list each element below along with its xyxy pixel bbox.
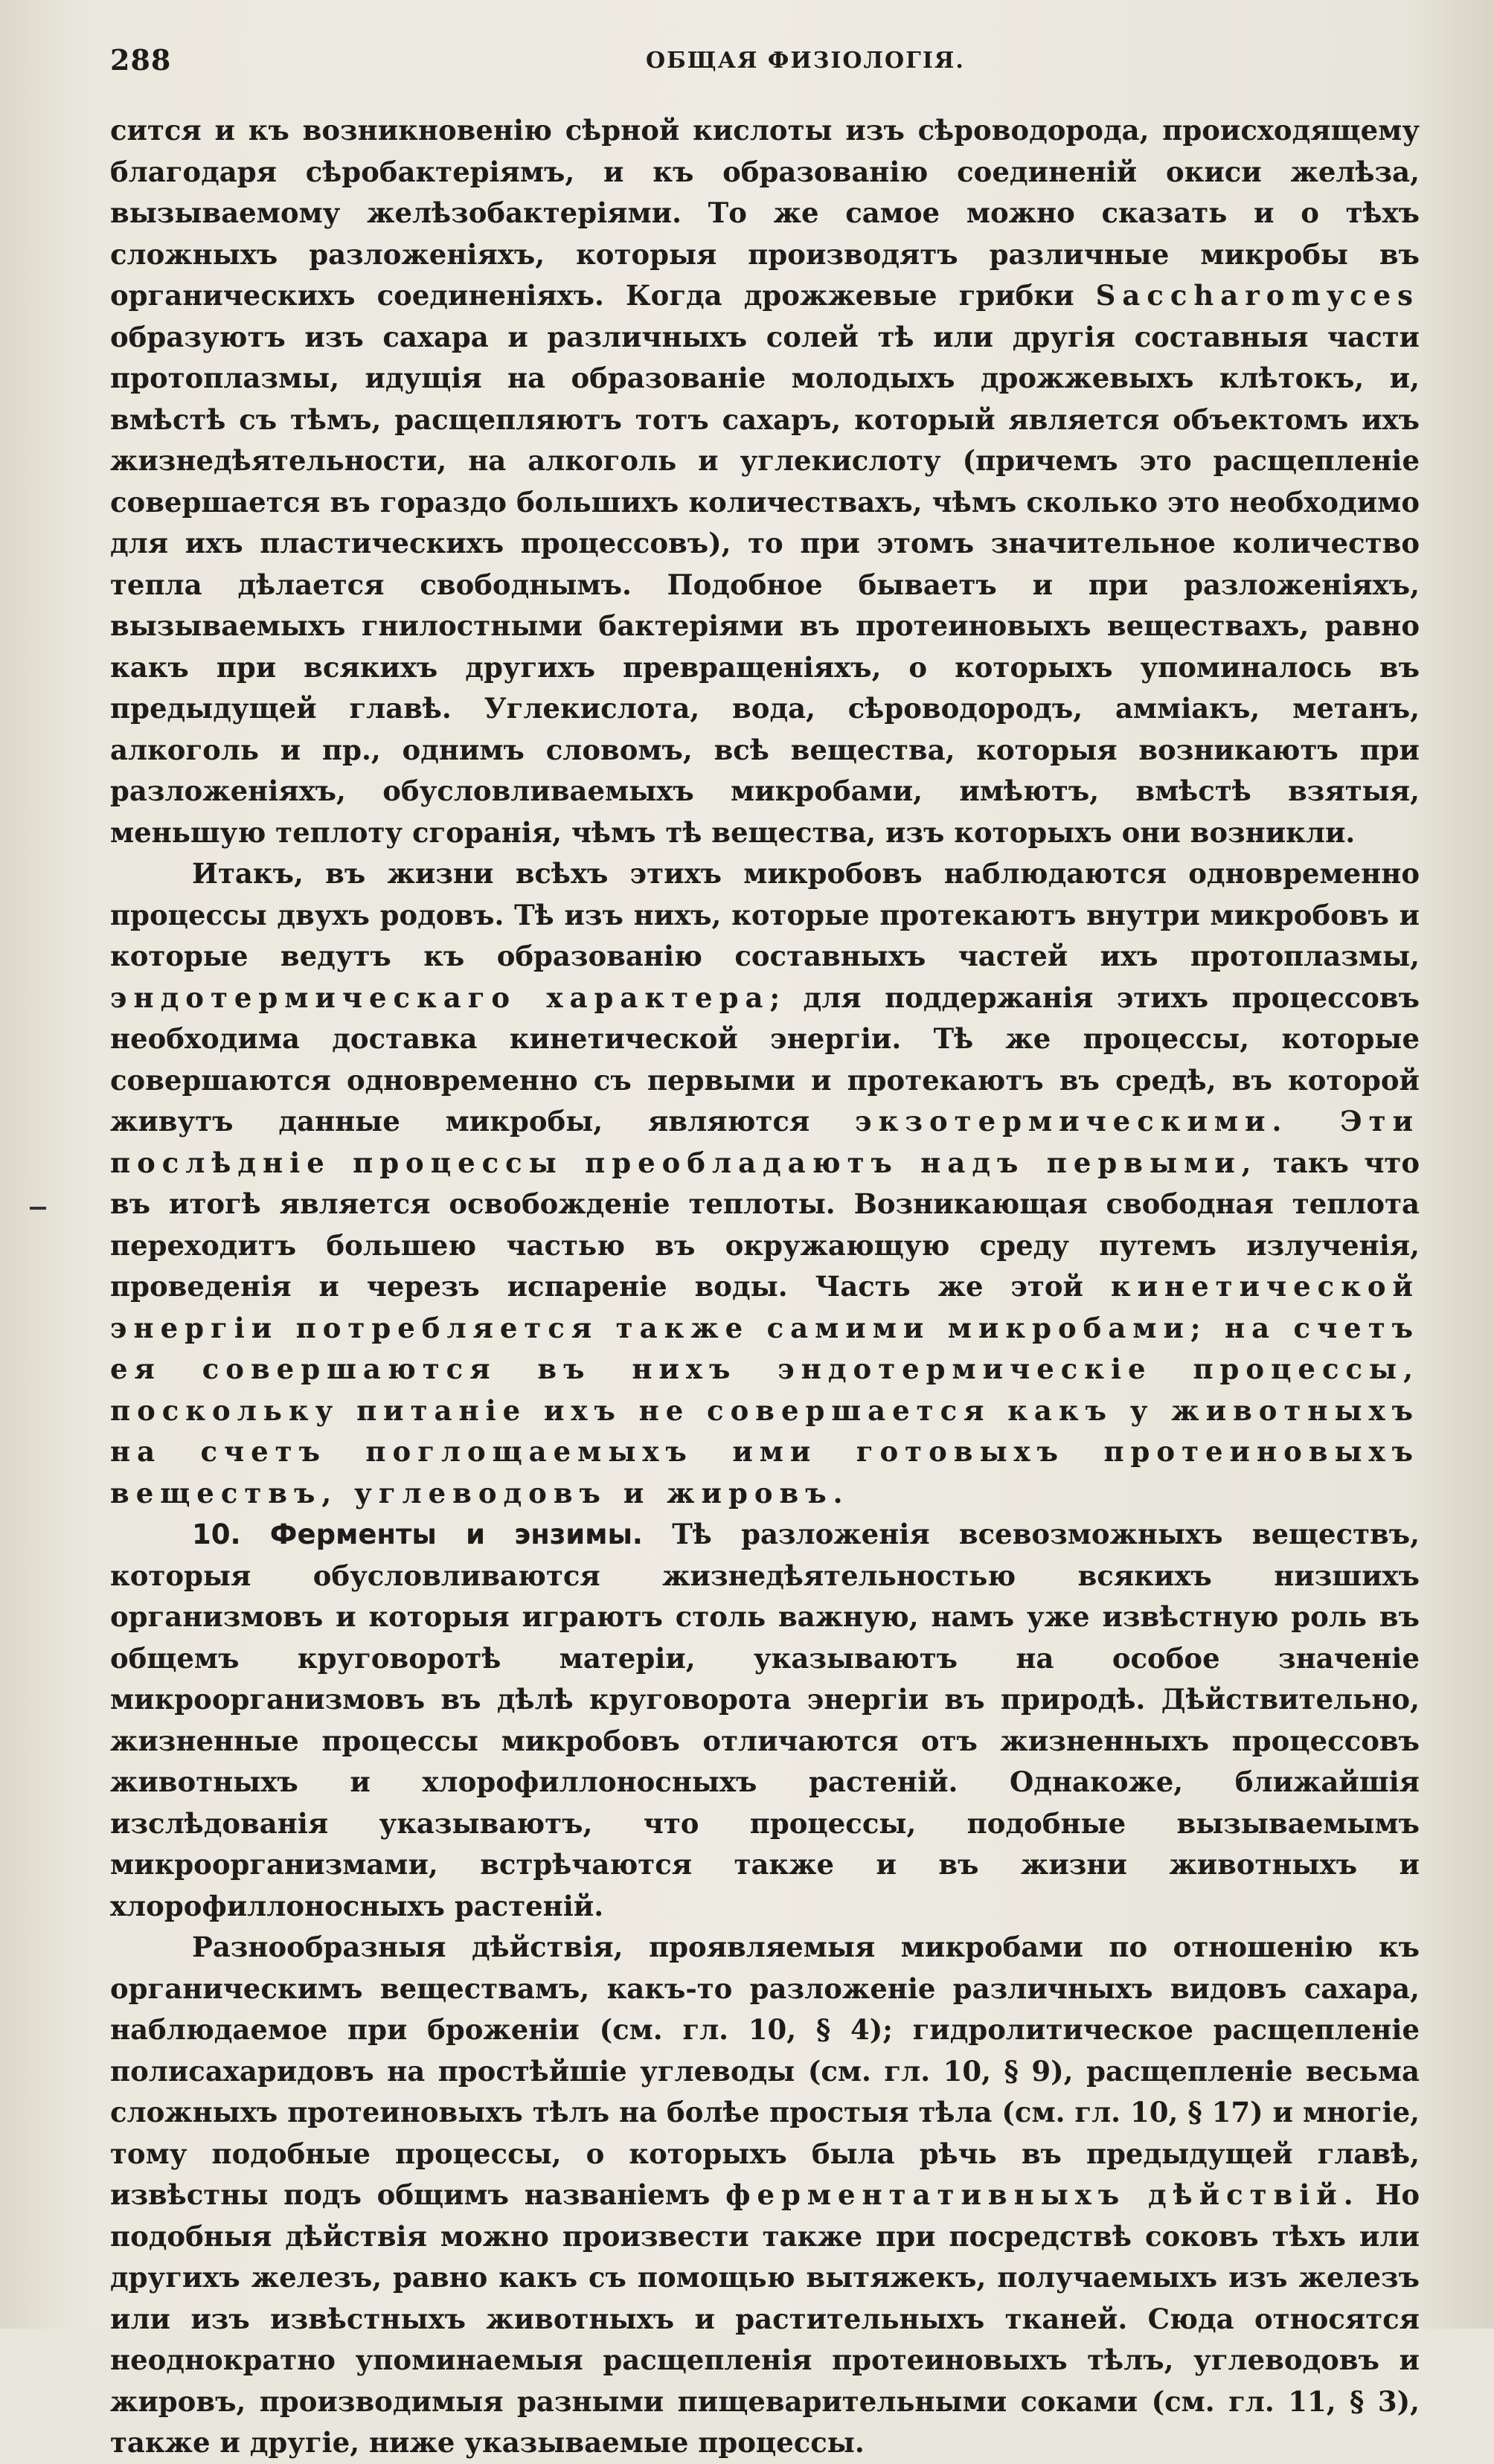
spaced-emphasis-exothermic: экзотермическими. Эти послѣдніе процессы преобладаютъ надъ первыми, [110, 1105, 1420, 1179]
paragraph-2-text-b: ; для поддержанія этихъ процессовъ необходима доставка кинетической энергіи. Тѣ же процессы, которые совершаются одновременно съ первыми и протекаютъ въ средѣ, въ которой живутъ данные микробы, являются [110, 981, 1420, 1138]
paragraph-2 [110, 853, 1420, 1514]
body-text [110, 110, 1420, 2464]
paragraph-1-continuation: образуютъ изъ сахара и различныхъ солей тѣ или другія составныя части протоплазмы, идущія на образованіе молодыхъ дрожжевыхъ клѣтокъ, и, вмѣстѣ съ тѣмъ, расщепляютъ тотъ сахаръ, который является объектомъ ихъ жизнедѣятельности, на алкоголь и углекислоту (причемъ это расщепленіе совершается въ гораздо большихъ количествахъ, чѣмъ сколько это необходимо для ихъ пластическихъ процессовъ), то при этомъ значительное количество тепла дѣлается свободнымъ. Подобное бываетъ и при разложеніяхъ, вызываемыхъ гнилостными бактеріями въ протеиновыхъ веществахъ, равно какъ при всякихъ другихъ превращеніяхъ, о которыхъ упоминалось въ предыдущей главѣ. Углекислота, вода, сѣроводородъ, амміакъ, метанъ, алкоголь и пр., однимъ словомъ, всѣ вещества, которыя возникаютъ при разложеніяхъ, обусловливаемыхъ микробами, имѣютъ, вмѣстѣ взятыя, меньшую теплоту сгоранія, чѣмъ тѣ вещества, изъ которыхъ они возникли. [110, 320, 1420, 849]
spaced-emphasis-endothermic: эндотермическаго характера [110, 981, 770, 1014]
paragraph-4-text-a: Разнообразныя дѣйствія, проявляемыя микробами по отношенію къ органическимъ веществамъ, какъ-то разложеніе различныхъ видовъ сахара, наблюдаемое при броженіи (см. гл. 10, § 4); гидролитическое расщепленіе полисахаридовъ на простѣйшіе углеводы (см. гл. 10, § 9), расщепленіе весьма сложныхъ протеиновыхъ тѣлъ на болѣе простыя тѣла (см. гл. 10, § 17) и многіе, тому подобные процессы, о которыхъ была рѣчь въ предыдущей главѣ, извѣстны подъ общимъ названіемъ [110, 1931, 1420, 2211]
paragraph-3-text: Тѣ разложенія всевозможныхъ веществъ, которыя обусловливаются жизнедѣятельностью всякихъ низшихъ организмовъ и которыя играютъ столь важную, намъ уже извѣстную роль въ общемъ круговоротѣ матеріи, указываютъ на особое значеніе микроорганизмовъ въ дѣлѣ круговорота энергіи въ природѣ. Дѣйствительно, жизненные процессы микробовъ отличаются отъ жизненныхъ процессовъ животныхъ и хлорофиллоносныхъ растеній. Однакоже, ближайшія изслѣдованія указываютъ, что процессы, подобные вызываемымъ микроорганизмами, встрѣчаются также и въ жизни животныхъ и хлорофиллоносныхъ растеній. [110, 1518, 1420, 1922]
genus-name-spaced: Saccharomyces [1095, 279, 1420, 312]
spaced-emphasis-fermentative: ферментативныхъ дѣйствій. [725, 2178, 1360, 2211]
section-heading: 10. Ферменты и энзимы. [192, 1518, 643, 1550]
paragraph-3 [110, 1514, 1420, 1927]
spaced-emphasis-kinetic: кинетической энергіи потребляется также самими микробами; на счетъ ея совершаются въ нихъ эндотермическіе процессы, поскольку питаніе ихъ не совершается какъ у животныхъ на счетъ поглощаемыхъ ими готовыхъ протеиновыхъ веществъ, углеводовъ и жировъ. [110, 1270, 1420, 1509]
running-title: ОБЩАЯ ФИЗІОЛОГІЯ. [646, 48, 965, 74]
page-number: 288 [110, 43, 172, 77]
paragraph-4-text-b: Но подобныя дѣйствія можно произвести также при посредствѣ соковъ тѣхъ или другихъ железъ, равно какъ съ помощью вытяжекъ, получаемыхъ изъ железъ или изъ извѣстныхъ животныхъ и растительныхъ тканей. Сюда относятся неоднократно упоминаемыя расщепленія протеиновыхъ тѣлъ, углеводовъ и жировъ, производимыя разными пищеварительными соками (см. гл. 11, § 3), также и другіе, ниже указываемые процессы. [110, 2178, 1420, 2459]
paragraph-2-text-c: такъ что въ итогѣ является освобожденіе теплоты. Возникающая свободная теплота переходитъ большею частью въ окружающую среду путемъ излученія, проведенія и черезъ испареніе воды. Часть же этой [110, 1146, 1420, 1303]
page-header [110, 43, 1420, 88]
paragraph-2-text-a: Итакъ, въ жизни всѣхъ этихъ микробовъ наблюдаются одновременно процессы двухъ родовъ. Тѣ изъ нихъ, которые протекаютъ внутри микробовъ и которые ведутъ къ образованію составныхъ частей ихъ протоплазмы, [110, 857, 1420, 972]
paragraph-1-text: сится и къ возникновенію сѣрной кислоты изъ сѣроводорода, происходящему благодаря сѣробактеріямъ, и къ образованію соединеній окиси желѣза, вызываемому желѣзобактеріями. То же самое можно сказать и о тѣхъ сложныхъ разложеніяхъ, которыя производятъ различные микробы въ органическихъ соединеніяхъ. Когда дрожжевые грибки [110, 114, 1420, 312]
paragraph-1 [110, 110, 1420, 853]
margin-mark [30, 1207, 46, 1210]
paragraph-4 [110, 1927, 1420, 2464]
